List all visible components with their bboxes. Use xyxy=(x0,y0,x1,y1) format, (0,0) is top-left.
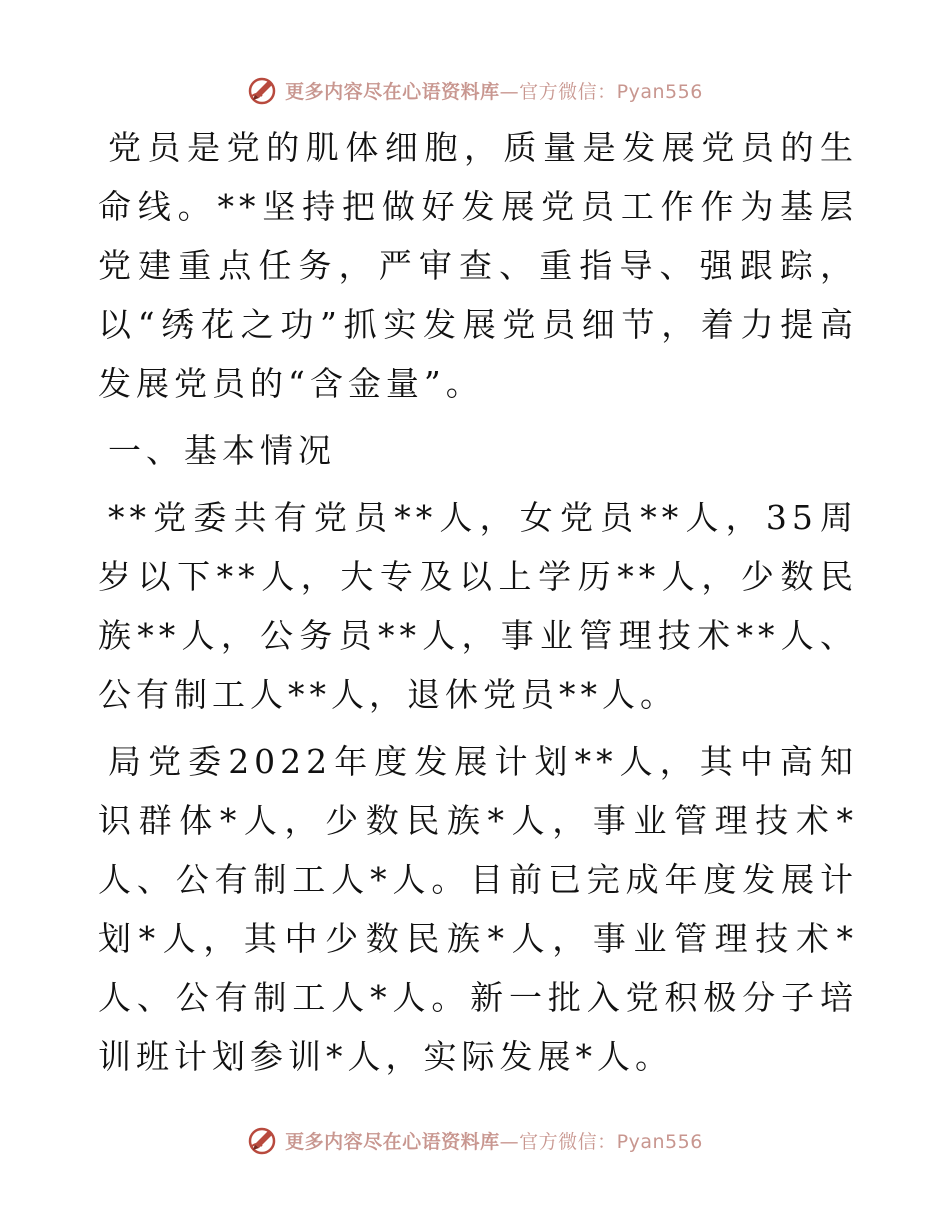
document-body xyxy=(98,118,858,1086)
banner-contact: —官方微信：Pyan556 xyxy=(499,1130,703,1153)
header-banner xyxy=(0,70,950,110)
banner-content xyxy=(247,1124,703,1156)
banner-contact: —官方微信：Pyan556 xyxy=(499,80,703,103)
footer-banner xyxy=(0,1120,950,1160)
banner-text xyxy=(285,77,703,104)
pen-book-logo-icon xyxy=(247,1124,279,1156)
banner-content xyxy=(247,74,703,106)
banner-title: 更多内容尽在心语资料库 xyxy=(285,80,500,103)
pen-book-logo-icon xyxy=(247,74,279,106)
intro-paragraph: 党员是党的肌体细胞，质量是发展党员的生命线。**坚持把做好发展党员工作作为基层党建重点任务，严审查、重指导、强跟踪，以“绣花之功”抓实发展党员细节，着力提高发展党员的“含金量”。 xyxy=(98,128,858,403)
banner-title: 更多内容尽在心语资料库 xyxy=(285,1130,500,1153)
section-heading: 一、基本情况 xyxy=(108,431,336,470)
stats-paragraph: **党委共有党员**人，女党员**人，35周岁以下**人，大专及以上学历**人，少数民族**人，公务员**人，事业管理技术**人、公有制工人**人，退休党员**人。 xyxy=(98,498,858,714)
plan-paragraph: 局党委2022年度发展计划**人，其中高知识群体*人，少数民族*人，事业管理技术*人、公有制工人*人。目前已完成年度发展计划*人，其中少数民族*人，事业管理技术*人、公有制工人*人。新一批入党积极分子培训班计划参训*人，实际发展*人。 xyxy=(98,742,858,1076)
banner-text xyxy=(285,1127,703,1154)
